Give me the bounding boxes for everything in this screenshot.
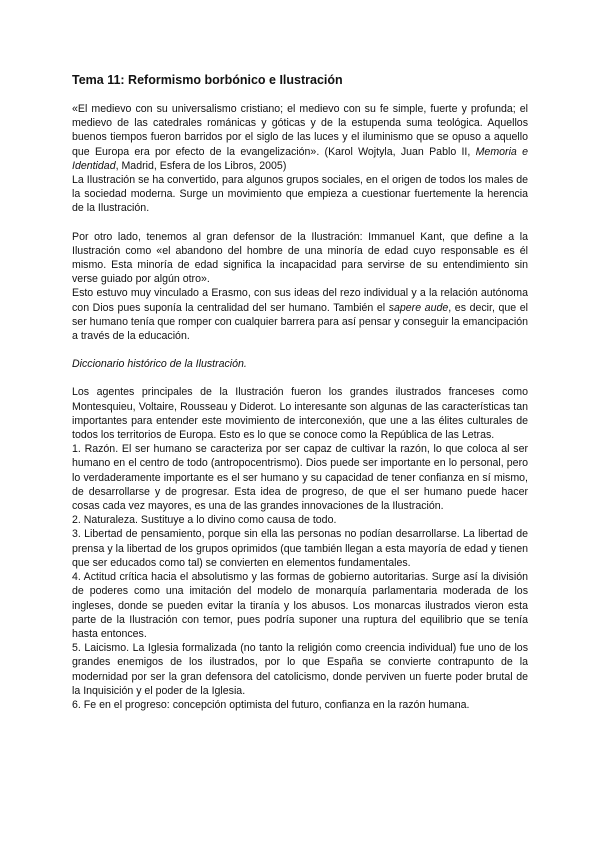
intro-quote-text: «El medievo con su universalismo cristiano; el medievo con su fe simple, fuerte y profunda; el medievo de las catedrales románicas y góticas y de la estupenda suma teológica. Aquellos buenos tiempos fueron barridos por el siglo de las luces y el iluminismo que se opuso a aquello que Europa era por efecto de la evangelización». (Karol Wojtyla, Juan Pablo II, (72, 103, 528, 158)
list-item-laicismo: 5. Laicismo. La Iglesia formalizada (no tanto la religión como creencia individual) fue uno de los grandes enemigos de los ilustrados, por lo que España se convierte contrapunto de la modernidad por ser la gran defensora del catolicismo, donde perviven un fuerte poder brutal de la Inquisición y el poder de la Iglesia. (72, 642, 528, 697)
paragraph-ilustracion-origen: La Ilustración se ha convertido, para algunos grupos sociales, en el origen de todos los males de la sociedad moderna. Surge un movimiento que empieza a cuestionar fuertemente la herencia de la Ilustración. (72, 174, 528, 215)
paragraph-agentes: Los agentes principales de la Ilustración fueron los grandes ilustrados franceses como Montesquieu, Voltaire, Rousseau y Diderot. Lo interesante son algunas de las características tan importantes para entender este movimiento de interconexión, que une a las élites culturales de todos los territorios de Europa. Esto es lo que se conoce como la República de las Letras. (72, 386, 528, 442)
paragraph-erasmo (72, 286, 528, 343)
section-subheading: Diccionario histórico de la Ilustración. (72, 358, 247, 371)
intro-quote (72, 102, 528, 173)
list-item-fe-progreso: 6. Fe en el progreso: concepción optimista del futuro, confianza en la razón humana. (72, 698, 470, 711)
paragraph-erasmo-continuation: , es decir, que el ser humano tenía que romper con cualquier barrera para así pensar y conseguir la emancipación a través de la educación. (72, 301, 529, 343)
page-title: Tema 11: Reformismo borbónico e Ilustración (72, 73, 343, 87)
list-item-libertad: 3. Libertad de pensamiento, porque sin ella las personas no podían desarrollarse. La libertad de prensa y la libertad de los grupos oprimidos (que también llegan a esta mayoría de edad y tienen que ser educados como tal) se convierten en elementos fundamentales. (72, 528, 528, 569)
intro-quote-book: Memoria e Identidad (72, 145, 528, 172)
list-item-actitud-critica: 4. Actitud crítica hacia el absolutismo y las formas de gobierno autoritarias. Surge así la división de poderes como una imitación del modelo de monarquía parlamentaria moderada de los ingleses, donde se pueden evitar la tiranía y los abusos. Los monarcas ilustrados vieron esta parte de la Ilustración con temor, pues podría suponer una ruptura del equilibrio que se tenía hasta entonces. (72, 571, 528, 640)
intro-quote-source: , Madrid, Esfera de los Libros, 2005) (115, 159, 287, 172)
list-item-naturaleza: 2. Naturaleza. Sustituye a lo divino como causa de todo. (72, 514, 337, 527)
paragraph-kant: Por otro lado, tenemos al gran defensor de la Ilustración: Immanuel Kant, que define a la Ilustración como «el abandono del hombre de una minoría de edad cuyo responsable es él mismo. Esta minoría de edad significa la incapacidad para servirse de su entendimiento sin verse guiado por algún otro». (72, 230, 528, 286)
paragraph-erasmo-text: Esto estuvo muy vinculado a Erasmo, con sus ideas del rezo individual y a la relación autónoma con Dios pues suponía la centralidad del ser humano. También el (72, 287, 528, 314)
list-item-razon: 1. Razón. El ser humano se caracteriza por ser capaz de cultivar la razón, lo que coloca al ser humano en el centro de todo (antropocentrismo). Dios puede ser importante en lo personal, pero lo verdaderamente importante es el ser humano y su capacidad de tener confianza en sí mismo, de desarrollarse y de progresar. Esta idea de progreso, de que el ser humano puede hacer cosas cada vez mayores, es una de las grandes innovaciones de la Ilustración. (72, 443, 528, 513)
sapere-aude-term: sapere aude (388, 301, 449, 314)
